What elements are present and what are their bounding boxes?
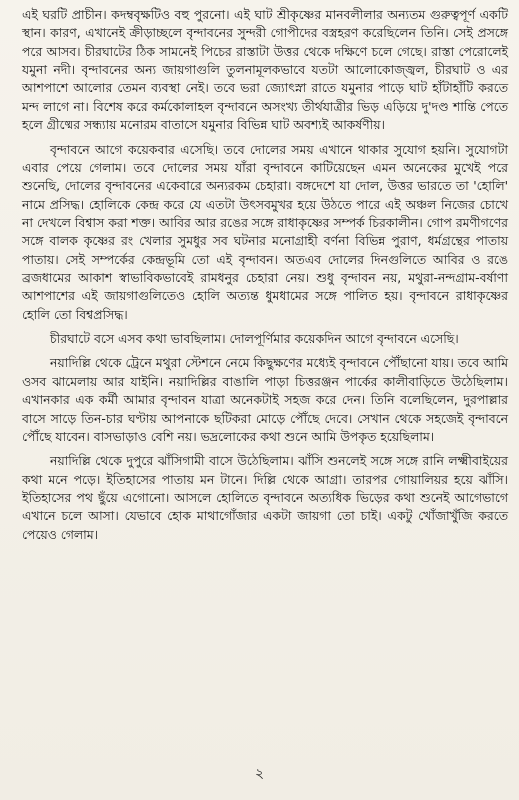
paragraph-4: নয়াদিল্লি থেকে ট্রেনে মথুরা স্টেশনে নেমে কিছুক্ষণের মধ্যেই বৃন্দাবনে পৌঁছানো যায়। তবে আমি ওসব ঝামেলায় আর যাইনি। নয়াদিল্লির বাঙালি পাড়া চিত্তরঞ্জন পার্কের কালীবাড়িতে উঠেছিলাম। এখানকার এক কর্মী আমার বৃন্দাবন যাত্রা অনেকটাই সহজ করে দেন। তিনি বলেছিলেন, দুরপাল্লার বাসে সাড়ে তিন-চার ঘণ্টায় আপনাকে ছটিকরা মোড়ে পৌঁছে দেবে। সেখান থেকে সহজেই বৃন্দাবনে পৌঁছে যাবেন। বাসভাড়াও বেশি নয়। ভদ্রলোকের কথা শুনে আমি উপকৃত হয়েছিলাম। (22, 355, 508, 444)
paragraph-3: চীরঘাটে বসে এসব কথা ভাবছিলাম। দোলপূর্ণিমার কয়েকদিন আগে বৃন্দাবনে এসেছি। (50, 331, 459, 347)
body-text (22, 6, 508, 550)
page-number: ২ (254, 766, 265, 782)
paragraph-2: বৃন্দাবনে আগে কয়েকবার এসেছি। তবে দোলের সময় এখানে থাকার সুযোগ হয়নি। সুযোগটা এবার পেয়ে গেলাম। তবে দোলের সময় যাঁরা বৃন্দাবনে কাটিয়েছেন এমন অনেকের মুখেই পরে শুনেছি, দোলের বৃন্দাবনের একেবারে অন্যরকম চেহারা। বঙ্গদেশে যা দোল, উত্তর ভারতে তা 'হোলি' নামে প্রসিদ্ধ। হোলিকে কেন্দ্র করে যে এতটা উৎসবমুখর হয়ে উঠতে পারে এই অঞ্চল নিজের চোখে না দেখলে বিশ্বাস করা শক্ত। আবির আর রঙের সঙ্গে রাধাকৃষ্ণের সম্পর্ক চিরকালীন। গোপ রমণীগণের সঙ্গে বালক কৃষ্ণের রং খেলার সুমধুর সব ঘটনার মনোগ্রাহী বর্ণনা বিভিন্ন পুরাণ, ধর্মগ্রন্থের পাতায় পাতায়। সেই সম্পর্কের কেন্দ্রভূমি তো এই বৃন্দাবন। অতএব দোলের দিনগুলিতে আবির ও রঙে ব্রজধামের আকাশ স্বাভাবিকভাবেই রামধনুর চেহারা নেয়। শুধু বৃন্দাবন নয়, মথুরা-নন্দগ্রাম-বর্ষাণা আশপাশের এই জায়গাগুলিতেও হোলি অত্যন্ত ধুমধামের সঙ্গে পালিত হয়। বৃন্দাবনে রাধাকৃষ্ণের হোলি তো বিশ্বপ্রসিদ্ধ। (22, 141, 508, 322)
paragraph-5: নয়াদিল্লি থেকে দুপুরে ঝাঁসিগামী বাসে উঠেছিলাম। ঝাঁসি শুনলেই সঙ্গে সঙ্গে রানি লক্ষ্মীবাইয়ের কথা মনে পড়ে। ইতিহাসের পাতায় মন টানে। দিল্লি থেকে আগ্রা। তারপর গোয়ালিয়র হয়ে ঝাঁসি। ইতিহাসের পথ ছুঁয়ে এগোনো। আসলে হোলিতে বৃন্দাবনে অত্যধিক ভিড়ের কথা শুনেই আগেভাগে এখানে চলে আসা। যেভাবে হোক মাথাগোঁজার একটা জায়গা তো চাই। একটু খোঁজাখুঁজি করতে পেয়েও গেলাম। (22, 453, 508, 542)
paragraph-1: এই ঘরটি প্রাচীন। কদম্ববৃক্ষটিও বহু পুরনো। এই ঘাট শ্রীকৃষ্ণের মানবলীলার অন্যতম গুরুত্বপূর্ণ একটি স্থান। কারণ, এখানেই ক্রীড়াচ্ছলে বৃন্দাবনের সুন্দরী গোপীদের বস্ত্রহরণ করেছিলেন তিনি। সেই প্রসঙ্গে পরে আসব। চীরঘাটের ঠিক সামনেই পিচের রাস্তাটা উত্তর থেকে দক্ষিণে চলে গেছে। রাস্তা পেরোলেই যমুনা নদী। বৃন্দাবনের অন্য জায়গাগুলি তুলনামূলকভাবে যতটা আলোকোজ্জ্বল, চীরঘাট ও এর আশপাশে আলোর তেমন ব্যবস্থা নেই। তবে ভরা জ্যোৎস্না রাতে যমুনার পাড়ে ঘাট হাঁটাহাঁটি করতে মন্দ লাগে না। বিশেষ করে কর্মকোলাহল বৃন্দাবনে অসংখ্য তীর্থযাত্রীর ভিড় এড়িয়ে দু'দণ্ড শান্তি পেতে হলে গ্রীষ্মের সন্ধ্যায় মনোরম বাতাসে যমুনার বিভিন্ন ঘাট অবশ্যই আকর্ষণীয়। (22, 7, 508, 133)
